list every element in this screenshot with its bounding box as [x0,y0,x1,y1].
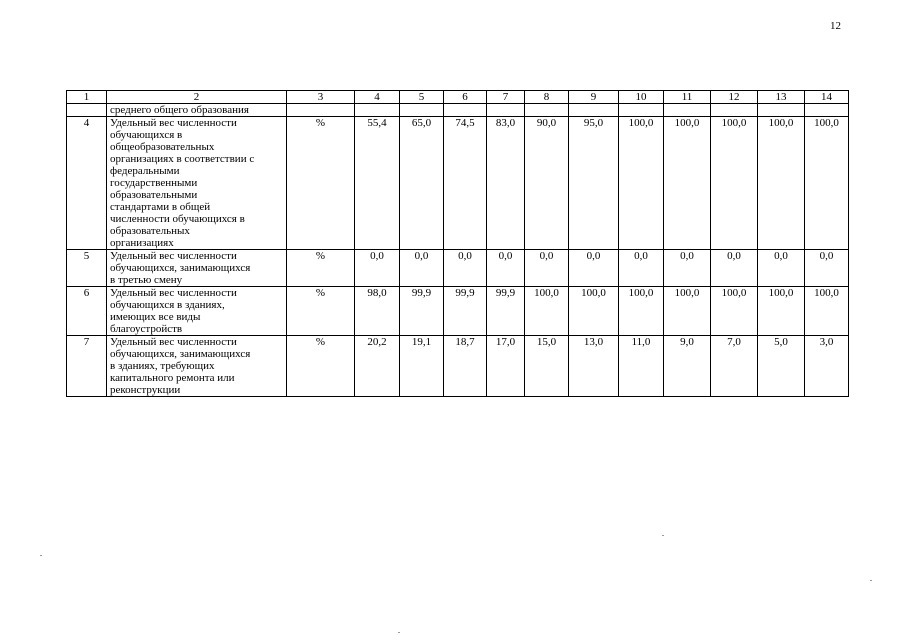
value-cell: 100,0 [664,117,711,250]
scan-speck [662,535,664,536]
description-line: имеющих все виды [110,311,201,323]
value-cell: 0,0 [525,250,569,287]
continuation-text: среднего общего образования [107,104,287,117]
indicator-description [107,287,287,336]
empty-cell [525,104,569,117]
value-cell: 74,5 [444,117,487,250]
row-number-cell [67,104,107,117]
row-number: 6 [67,287,107,336]
header-cell: 5 [400,91,444,104]
value-cell: 90,0 [525,117,569,250]
empty-cell [400,104,444,117]
empty-cell [355,104,400,117]
unit-cell: % [287,250,355,287]
value-cell: 100,0 [664,287,711,336]
unit-cell: % [287,336,355,397]
row-number: 4 [67,117,107,250]
header-cell: 7 [487,91,525,104]
row-number: 7 [67,336,107,397]
description-line: в зданиях, требующих [110,360,215,372]
value-cell: 3,0 [805,336,849,397]
value-cell: 100,0 [711,287,758,336]
description-line: обучающихся в [110,129,183,141]
table-row [67,336,849,397]
description-line: Удельный вес численности [110,336,237,348]
value-cell: 100,0 [805,117,849,250]
header-cell: 2 [107,91,287,104]
scan-speck [398,632,400,633]
description-line: капитального ремонта или [110,372,235,384]
unit-cell: % [287,287,355,336]
description-line: образовательными [110,189,198,201]
header-cell: 11 [664,91,711,104]
value-cell: 0,0 [664,250,711,287]
value-cell: 100,0 [525,287,569,336]
value-cell: 0,0 [400,250,444,287]
page-number: 12 [830,20,841,32]
value-cell: 5,0 [758,336,805,397]
empty-cell [287,104,355,117]
value-cell: 13,0 [569,336,619,397]
header-cell: 3 [287,91,355,104]
scan-speck [40,555,42,556]
empty-cell [758,104,805,117]
value-cell: 100,0 [758,287,805,336]
value-cell: 0,0 [487,250,525,287]
value-cell: 0,0 [444,250,487,287]
description-line: общеобразовательных [110,141,215,153]
description-line: федеральными [110,165,180,177]
description-line: организациях в соответствии с [110,153,255,165]
value-cell: 0,0 [619,250,664,287]
value-cell: 9,0 [664,336,711,397]
header-cell: 1 [67,91,107,104]
value-cell: 15,0 [525,336,569,397]
description-line: благоустройств [110,323,183,335]
description-line: обучающихся в зданиях, [110,299,225,311]
value-cell: 65,0 [400,117,444,250]
header-cell: 9 [569,91,619,104]
value-cell: 100,0 [805,287,849,336]
header-cell: 13 [758,91,805,104]
value-cell: 0,0 [758,250,805,287]
value-cell: 7,0 [711,336,758,397]
indicator-description [107,117,287,250]
value-cell: 100,0 [619,287,664,336]
value-cell: 83,0 [487,117,525,250]
empty-cell [619,104,664,117]
value-cell: 99,9 [444,287,487,336]
empty-cell [711,104,758,117]
description-line: обучающихся, занимающихся [110,348,251,360]
value-cell: 0,0 [569,250,619,287]
value-cell: 55,4 [355,117,400,250]
value-cell: 100,0 [569,287,619,336]
value-cell: 17,0 [487,336,525,397]
description-line: обучающихся, занимающихся [110,262,251,274]
header-cell: 14 [805,91,849,104]
description-line: в третью смену [110,274,183,286]
value-cell: 95,0 [569,117,619,250]
continuation-row [67,104,849,117]
empty-cell [569,104,619,117]
table-row [67,287,849,336]
header-cell: 12 [711,91,758,104]
description-line: реконструкции [110,384,181,396]
value-cell: 99,9 [487,287,525,336]
value-cell: 100,0 [711,117,758,250]
table-row [67,250,849,287]
value-cell: 18,7 [444,336,487,397]
value-cell: 11,0 [619,336,664,397]
header-row [67,91,849,104]
header-cell: 4 [355,91,400,104]
description-line: Удельный вес численности [110,117,237,129]
row-number: 5 [67,250,107,287]
description-line: государственными [110,177,198,189]
description-line: численности обучающихся в [110,213,245,225]
value-cell: 0,0 [711,250,758,287]
description-line: Удельный вес численности [110,250,237,262]
scan-speck [870,580,872,581]
header-cell: 8 [525,91,569,104]
header-cell: 6 [444,91,487,104]
empty-cell [487,104,525,117]
description-line: Удельный вес численности [110,287,237,299]
value-cell: 100,0 [758,117,805,250]
indicator-description [107,336,287,397]
empty-cell [664,104,711,117]
description-line: организациях [110,237,174,249]
value-cell: 19,1 [400,336,444,397]
header-cell: 10 [619,91,664,104]
table-row [67,117,849,250]
indicators-table [66,90,849,397]
value-cell: 0,0 [805,250,849,287]
indicator-description [107,250,287,287]
empty-cell [444,104,487,117]
description-line: образовательных [110,225,190,237]
value-cell: 0,0 [355,250,400,287]
empty-cell [805,104,849,117]
description-line: стандартами в общей [110,201,211,213]
value-cell: 99,9 [400,287,444,336]
value-cell: 98,0 [355,287,400,336]
unit-cell: % [287,117,355,250]
value-cell: 100,0 [619,117,664,250]
value-cell: 20,2 [355,336,400,397]
